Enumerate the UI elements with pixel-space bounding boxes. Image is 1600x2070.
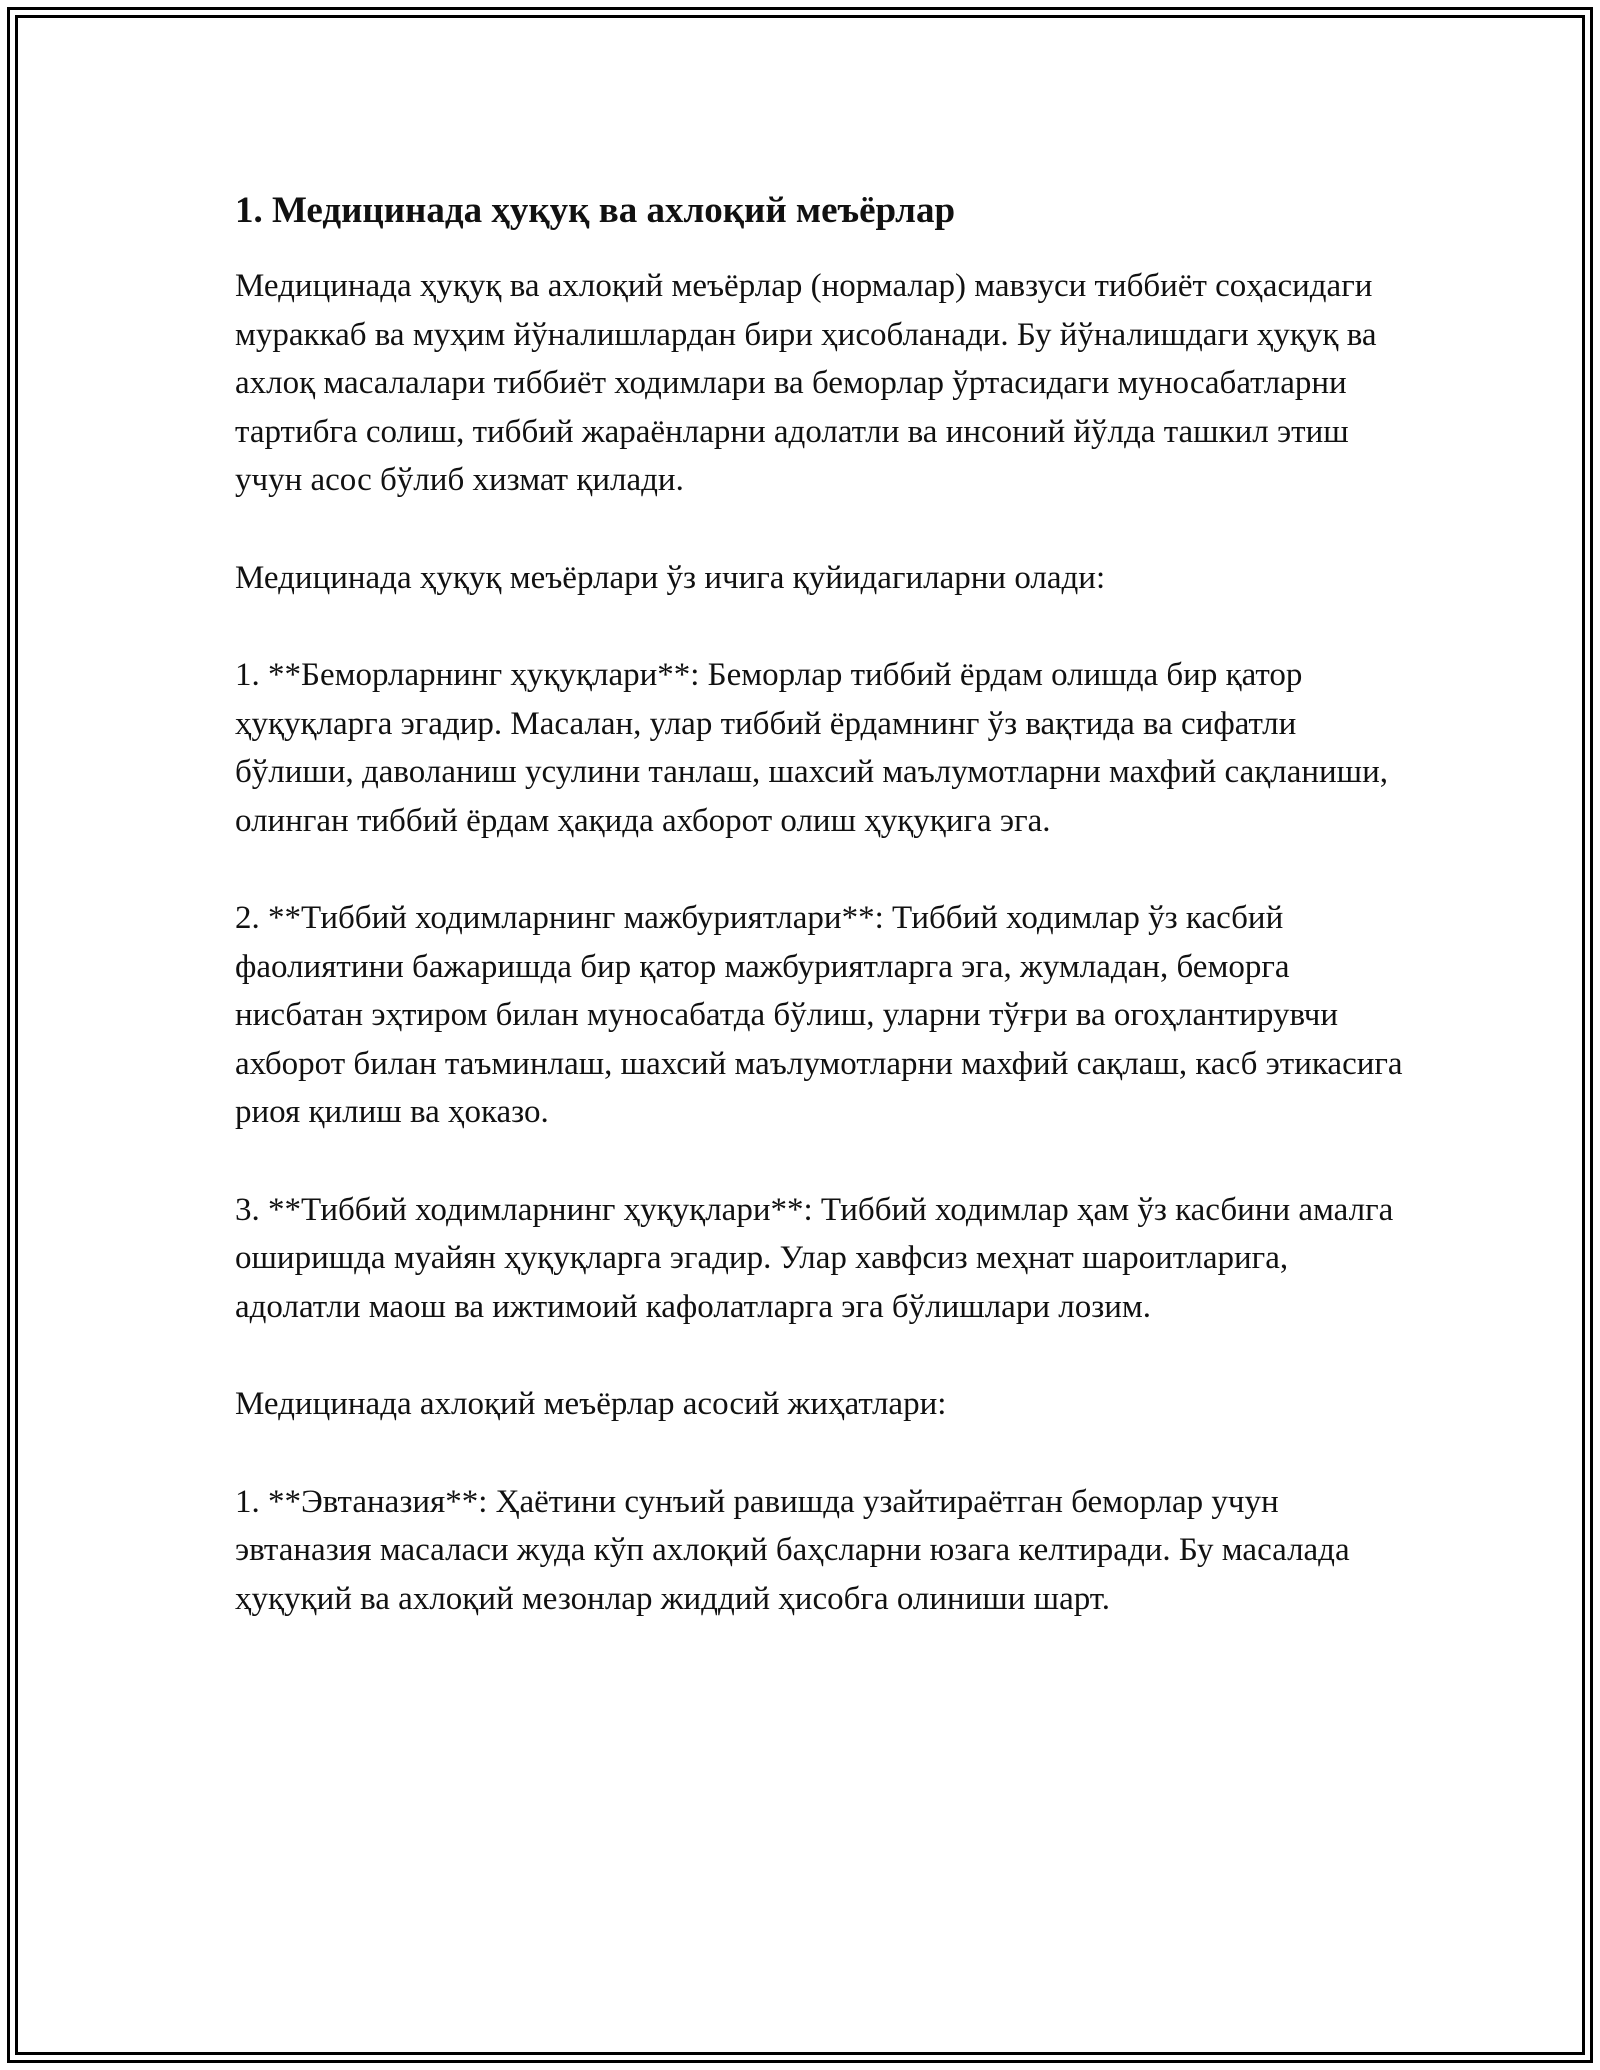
list-item-patient-rights: 1. **Беморларнинг ҳуқуқлари**: Беморлар тиббий ёрдам олишда бир қатор ҳуқуқларга эгадир. Масалан, улар тиббий ёрдамнинг ўз вақтида ва сифатли бўлиши, даволаниш усулини танлаш, шахсий маълумотларни махфий сақланиши, олинган тиббий ёрдам ҳақида ахборот олиш ҳуқуқига эга. <box>235 657 1389 839</box>
list-item-staff-rights: 3. **Тиббий ходимларнинг ҳуқуқлари**: Тиббий ходимлар ҳам ўз касбини амалга оширишда муайян ҳуқуқларга эгадир. Улар хавфсиз меҳнат шароитларига, адолатли маош ва ижтимоий кафолатларга эга бўлишлари лозим. <box>235 1191 1394 1325</box>
ethical-norms-lead: Медицинада ахлоқий меъёрлар асосий жиҳатлари: <box>235 1386 947 1422</box>
intro-paragraph: Медицинада ҳуқуқ ва ахлоқий меъёрлар (нормалар) мавзуси тиббиёт соҳасидаги мураккаб ва муҳим йўналишлардан бири ҳисобланади. Бу йўналишдаги ҳуқуқ ва ахлоқ масалалари тиббиёт ходимлари ва беморлар ўртасидаги муносабатларни тартибга солиш, тиббий жараёнларни адолатли ва инсоний йўлда ташкил этиш учун асос бўлиб хизмат қилади. <box>235 268 1377 498</box>
list-item-euthanasia: 1. **Эвтаназия**: Ҳаётини сунъий равишда узайтираётган беморлар учун эвтаназия масаласи жуда кўп ахлоқий баҳсларни юзага келтиради. Бу масалада ҳуқуқий ва ахлоқий мезонлар жиддий ҳисобга олиниши шарт. <box>235 1483 1350 1617</box>
legal-norms-lead: Медицинада ҳуқуқ меъёрлари ўз ичига қуйидагиларни олади: <box>235 559 1106 596</box>
list-item-staff-obligations: 2. **Тиббий ходимларнинг мажбуриятлари**: Тиббий ходимлар ўз касбий фаолиятини бажаришда бир қатор мажбуриятларга эга, жумладан, беморга нисбатан эҳтиром билан муносабатда бўлиш, уларни тўғри ва огоҳлантирувчи ахборот билан таъминлаш, шахсий маълумотларни махфий сақлаш, касб этикасига риоя қилиш ва ҳоказо. <box>235 900 1403 1130</box>
document-body <box>235 188 1415 1623</box>
document-heading: 1. Медицинада ҳуқуқ ва ахлоқий меъёрлар <box>235 190 956 231</box>
